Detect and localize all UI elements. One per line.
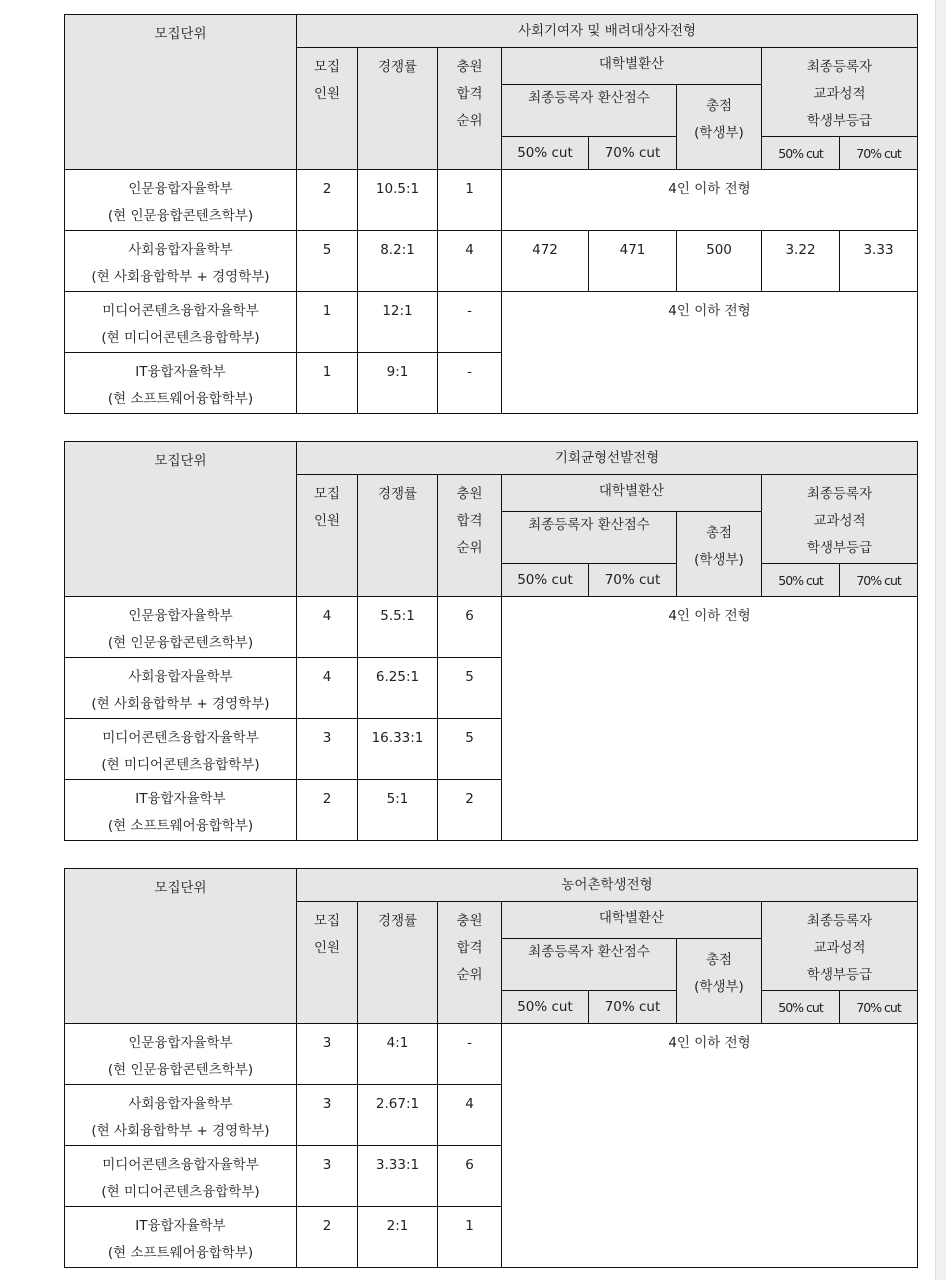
- header-grade-cut70: [840, 564, 918, 597]
- score-value: 500: [706, 242, 732, 258]
- table-title: [297, 442, 918, 475]
- header-cut50-label: 50% cut: [517, 572, 573, 588]
- header-quota: [297, 48, 358, 170]
- rate-value: 2.67:1: [375, 1096, 420, 1112]
- header-grade-label: 학생부등급: [806, 113, 873, 129]
- header-quota: [297, 902, 358, 1024]
- unit-former-name: (현 미디어콘텐츠융합학부): [101, 330, 260, 346]
- header-quota-label: 모집: [313, 913, 341, 929]
- header-total: [677, 939, 762, 1024]
- quota-value: 4: [322, 669, 332, 685]
- rate-value: 6.25:1: [375, 669, 420, 685]
- header-cut70: [589, 991, 677, 1024]
- header-rate: [358, 902, 438, 1024]
- header-waitlist: [438, 475, 502, 597]
- header-cut50: [502, 564, 589, 597]
- quota-cell: [297, 719, 358, 780]
- header-quota-label: 모집: [313, 486, 341, 502]
- header-grade-cut50-label: 50% cut: [778, 573, 823, 588]
- rank-cell: [438, 1085, 502, 1146]
- header-total: [677, 85, 762, 170]
- quota-cell: [297, 353, 358, 414]
- rate-cell: [358, 780, 438, 841]
- unit-former-name: (현 사회융합학부 + 경영학부): [91, 269, 270, 285]
- rate-cell: [358, 658, 438, 719]
- header-quota-label: 모집: [313, 59, 341, 75]
- rate-value: 16.33:1: [371, 730, 424, 746]
- unit-name: 사회융합자율학부: [128, 1096, 233, 1112]
- header-unit-label: 모집단위: [154, 880, 207, 896]
- header-conversion-label: 대학별환산: [598, 56, 665, 72]
- unit-cell: [65, 170, 297, 231]
- note-cell: [502, 597, 918, 841]
- table-title-label: 기회균형선발전형: [554, 450, 660, 466]
- table-title: [297, 15, 918, 48]
- admission-table: [64, 868, 918, 1268]
- header-grade-cut70-label: 70% cut: [856, 1000, 901, 1015]
- unit-name: 미디어콘텐츠융합자율학부: [102, 303, 259, 319]
- unit-name: IT융합자율학부: [135, 1218, 226, 1234]
- quota-value: 1: [322, 364, 332, 380]
- quota-value: 3: [322, 1035, 332, 1051]
- header-total-label: (학생부): [694, 125, 744, 141]
- header-grade-cut50: [762, 991, 840, 1024]
- rate-value: 4:1: [386, 1035, 409, 1051]
- rank-cell: [438, 231, 502, 292]
- unit-cell: [65, 658, 297, 719]
- rank-cell: [438, 658, 502, 719]
- rate-value: 10.5:1: [375, 181, 420, 197]
- header-quota-label: 인원: [313, 940, 341, 956]
- header-grade-label: 교과성적: [813, 86, 866, 102]
- note-text: 4인 이하 전형: [668, 1035, 751, 1051]
- quota-cell: [297, 658, 358, 719]
- header-final-score-label: 최종등록자 환산점수: [528, 90, 650, 106]
- header-waitlist: [438, 902, 502, 1024]
- rate-cell: [358, 170, 438, 231]
- unit-cell: [65, 231, 297, 292]
- rate-cell: [358, 719, 438, 780]
- header-grade-label: 최종등록자: [806, 59, 873, 75]
- rate-cell: [358, 1207, 438, 1268]
- header-cut50: [502, 991, 589, 1024]
- rate-value: 12:1: [382, 303, 413, 319]
- header-grade-cut70-label: 70% cut: [856, 146, 901, 161]
- header-cut70-label: 70% cut: [604, 145, 661, 161]
- unit-name: 사회융합자율학부: [128, 242, 233, 258]
- quota-value: 3: [322, 1157, 332, 1173]
- table-row: [65, 292, 918, 353]
- header-unit: [65, 869, 297, 1024]
- table-title-label: 사회기여자 및 배려대상자전형: [517, 23, 697, 39]
- quota-value: 4: [322, 608, 332, 624]
- unit-cell: [65, 1207, 297, 1268]
- rate-value: 5.5:1: [380, 608, 415, 624]
- rank-cell: [438, 719, 502, 780]
- header-quota-label: 인원: [313, 86, 341, 102]
- unit-name: 인문융합자율학부: [128, 1035, 233, 1051]
- rate-value: 9:1: [386, 364, 409, 380]
- rate-value: 2:1: [386, 1218, 409, 1234]
- unit-former-name: (현 소프트웨어융합학부): [107, 1245, 254, 1261]
- rate-value: 8.2:1: [380, 242, 415, 258]
- unit-cell: [65, 597, 297, 658]
- header-grade-label: 교과성적: [813, 940, 866, 956]
- header-grade-cut70: [840, 137, 918, 170]
- header-grade-label: 최종등록자: [806, 913, 873, 929]
- unit-former-name: (현 미디어콘텐츠융합학부): [101, 757, 260, 773]
- quota-value: 1: [322, 303, 332, 319]
- rank-cell: [438, 1146, 502, 1207]
- header-rate-label: 경쟁률: [377, 486, 418, 502]
- header-final-score: [502, 939, 677, 991]
- quota-cell: [297, 1024, 358, 1085]
- rank-value: 4: [465, 242, 474, 258]
- unit-cell: [65, 719, 297, 780]
- header-unit-label: 모집단위: [154, 26, 207, 42]
- header-cut70: [589, 137, 677, 170]
- quota-value: 2: [322, 791, 332, 807]
- header-total-label: 총점: [705, 952, 733, 968]
- header-waitlist-label: 순위: [456, 967, 483, 983]
- rank-cell: [438, 353, 502, 414]
- header-rate-label: 경쟁률: [377, 59, 418, 75]
- header-unit: [65, 442, 297, 597]
- rank-cell: [438, 1207, 502, 1268]
- score-value: 472: [532, 242, 558, 258]
- header-waitlist-label: 충원: [456, 913, 483, 929]
- unit-former-name: (현 사회융합학부 + 경영학부): [91, 1123, 270, 1139]
- header-total-label: (학생부): [694, 552, 744, 568]
- rate-cell: [358, 292, 438, 353]
- rank-value: 2: [465, 791, 474, 807]
- rank-cell: [438, 597, 502, 658]
- header-rate: [358, 48, 438, 170]
- header-final-score-label: 최종등록자 환산점수: [528, 517, 650, 533]
- unit-name: 미디어콘텐츠융합자율학부: [102, 730, 259, 746]
- rate-value: 3.33:1: [375, 1157, 420, 1173]
- quota-cell: [297, 1085, 358, 1146]
- header-conversion-label: 대학별환산: [598, 910, 665, 926]
- header-grade: [762, 902, 918, 991]
- rank-value: -: [467, 303, 472, 319]
- rank-cell: [438, 1024, 502, 1085]
- score-value: 471: [619, 242, 646, 258]
- header-waitlist-label: 합격: [456, 513, 483, 529]
- header-cut70: [589, 564, 677, 597]
- rate-cell: [358, 1085, 438, 1146]
- header-grade-label: 학생부등급: [806, 967, 873, 983]
- rank-value: -: [467, 364, 472, 380]
- quota-value: 5: [322, 242, 332, 258]
- header-cut50-label: 50% cut: [517, 999, 573, 1015]
- quota-cell: [297, 1207, 358, 1268]
- header-unit-label: 모집단위: [154, 453, 207, 469]
- unit-former-name: (현 인문융합콘텐츠학부): [107, 635, 254, 651]
- table-title-label: 농어촌학생전형: [561, 877, 653, 893]
- unit-former-name: (현 소프트웨어융합학부): [107, 391, 254, 407]
- table-title: [297, 869, 918, 902]
- score-cell: [502, 231, 589, 292]
- note-cell: [502, 1024, 918, 1268]
- header-unit: [65, 15, 297, 170]
- header-grade-cut50: [762, 564, 840, 597]
- note-text: 4인 이하 전형: [668, 303, 751, 319]
- rate-cell: [358, 1146, 438, 1207]
- rank-value: 5: [465, 669, 474, 685]
- header-waitlist: [438, 48, 502, 170]
- quota-value: 3: [322, 1096, 332, 1112]
- header-conversion: [502, 902, 762, 939]
- header-total-label: 총점: [705, 525, 733, 541]
- unit-cell: [65, 1085, 297, 1146]
- header-grade-cut50-label: 50% cut: [778, 1000, 823, 1015]
- unit-former-name: (현 인문융합콘텐츠학부): [107, 208, 254, 224]
- header-grade-cut70: [840, 991, 918, 1024]
- header-grade: [762, 475, 918, 564]
- header-conversion: [502, 48, 762, 85]
- header-final-score: [502, 85, 677, 137]
- header-total-label: 총점: [705, 98, 733, 114]
- rate-cell: [358, 353, 438, 414]
- rank-value: 4: [465, 1096, 474, 1112]
- rate-cell: [358, 1024, 438, 1085]
- unit-cell: [65, 353, 297, 414]
- header-total: [677, 512, 762, 597]
- note-text: 4인 이하 전형: [668, 181, 751, 197]
- unit-former-name: (현 미디어콘텐츠융합학부): [101, 1184, 260, 1200]
- unit-cell: [65, 1146, 297, 1207]
- header-final-score: [502, 512, 677, 564]
- header-rate-label: 경쟁률: [377, 913, 418, 929]
- rate-value: 5:1: [386, 791, 409, 807]
- unit-former-name: (현 인문융합콘텐츠학부): [107, 1062, 254, 1078]
- unit-name: 미디어콘텐츠융합자율학부: [102, 1157, 259, 1173]
- header-waitlist-label: 합격: [456, 86, 483, 102]
- quota-cell: [297, 292, 358, 353]
- score-value: 3.22: [785, 242, 816, 258]
- quota-cell: [297, 231, 358, 292]
- rank-cell: [438, 292, 502, 353]
- table-row: [65, 231, 918, 292]
- header-quota: [297, 475, 358, 597]
- rank-value: 1: [465, 1218, 474, 1234]
- header-waitlist-label: 순위: [456, 540, 483, 556]
- rate-cell: [358, 597, 438, 658]
- header-cut70-label: 70% cut: [604, 572, 661, 588]
- unit-cell: [65, 780, 297, 841]
- quota-cell: [297, 1146, 358, 1207]
- header-waitlist-label: 충원: [456, 59, 483, 75]
- score-cell: [589, 231, 677, 292]
- note-cell: [502, 170, 918, 231]
- unit-name: 사회융합자율학부: [128, 669, 233, 685]
- rank-value: 1: [465, 181, 474, 197]
- rank-cell: [438, 780, 502, 841]
- header-waitlist-label: 순위: [456, 113, 483, 129]
- rank-cell: [438, 170, 502, 231]
- quota-cell: [297, 597, 358, 658]
- header-cut50: [502, 137, 589, 170]
- unit-cell: [65, 292, 297, 353]
- note-text: 4인 이하 전형: [668, 608, 751, 624]
- quota-value: 3: [322, 730, 332, 746]
- score-cell: [762, 231, 840, 292]
- unit-former-name: (현 사회융합학부 + 경영학부): [91, 696, 270, 712]
- header-conversion: [502, 475, 762, 512]
- rank-value: 5: [465, 730, 474, 746]
- header-waitlist-label: 합격: [456, 940, 483, 956]
- table-row: [65, 1024, 918, 1085]
- score-value: 3.33: [863, 242, 894, 258]
- admission-table: [64, 14, 918, 414]
- header-final-score-label: 최종등록자 환산점수: [528, 944, 650, 960]
- header-grade: [762, 48, 918, 137]
- table-row: [65, 170, 918, 231]
- header-cut70-label: 70% cut: [604, 999, 661, 1015]
- header-total-label: (학생부): [694, 979, 744, 995]
- scrollbar-track[interactable]: [935, 0, 946, 1280]
- score-cell: [840, 231, 918, 292]
- header-grade-cut50-label: 50% cut: [778, 146, 823, 161]
- unit-name: 인문융합자율학부: [128, 608, 233, 624]
- rank-value: 6: [465, 608, 474, 624]
- unit-former-name: (현 소프트웨어융합학부): [107, 818, 254, 834]
- header-grade-label: 최종등록자: [806, 486, 873, 502]
- rate-cell: [358, 231, 438, 292]
- quota-cell: [297, 780, 358, 841]
- unit-cell: [65, 1024, 297, 1085]
- rank-value: -: [467, 1035, 472, 1051]
- header-grade-label: 교과성적: [813, 513, 866, 529]
- header-cut50-label: 50% cut: [517, 145, 573, 161]
- note-cell: [502, 292, 918, 414]
- header-grade-cut70-label: 70% cut: [856, 573, 901, 588]
- header-rate: [358, 475, 438, 597]
- quota-cell: [297, 170, 358, 231]
- quota-value: 2: [322, 1218, 332, 1234]
- header-grade-cut50: [762, 137, 840, 170]
- header-waitlist-label: 충원: [456, 486, 483, 502]
- admission-table: [64, 441, 918, 841]
- unit-name: IT융합자율학부: [135, 364, 226, 380]
- header-grade-label: 학생부등급: [806, 540, 873, 556]
- score-cell: [677, 231, 762, 292]
- quota-value: 2: [322, 181, 332, 197]
- unit-name: IT융합자율학부: [135, 791, 226, 807]
- table-row: [65, 597, 918, 658]
- unit-name: 인문융합자율학부: [128, 181, 233, 197]
- header-conversion-label: 대학별환산: [598, 483, 665, 499]
- header-quota-label: 인원: [313, 513, 341, 529]
- rank-value: 6: [465, 1157, 474, 1173]
